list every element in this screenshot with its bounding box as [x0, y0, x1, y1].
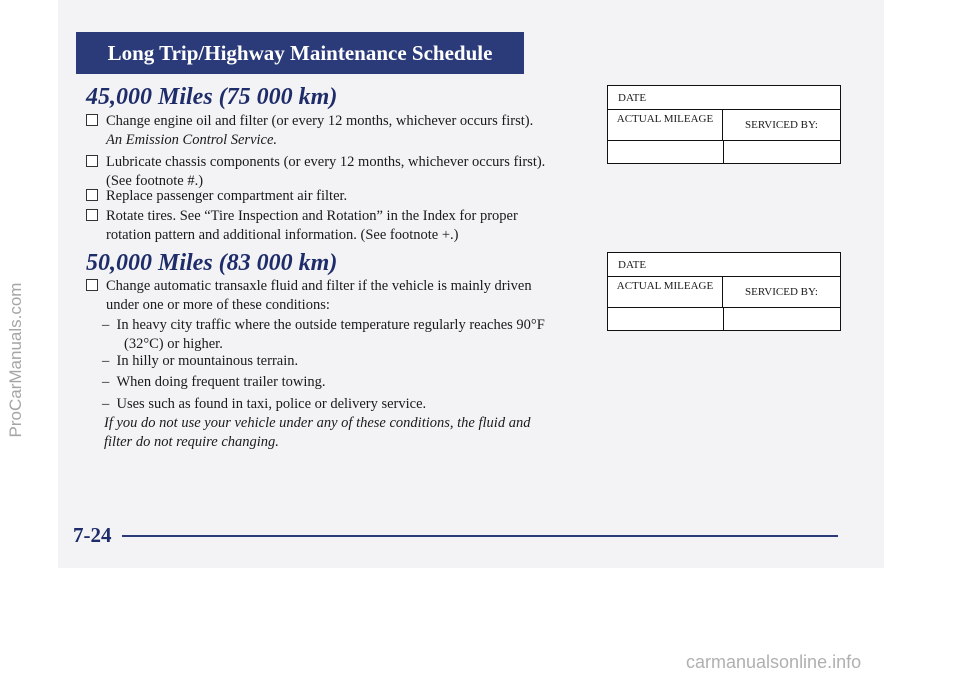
checkbox-icon[interactable] [86, 155, 98, 167]
footnote-note: If you do not use your vehicle under any of these conditions, the fluid and filter do not require changing. [104, 415, 531, 450]
condition-item: – In heavy city traffic where the outside temperature regularly reaches 90°F (32°C) or higher. [102, 317, 545, 352]
checklist-item: Replace passenger compartment air filter. [86, 187, 606, 206]
service-record-50000 [607, 252, 841, 331]
condition-item: – In hilly or mountainous terrain. [102, 353, 299, 369]
checklist-item: Change engine oil and filter (or every 12 months, whichever occurs first). An Emission Control Service. [86, 112, 606, 150]
side-watermark: ProCarManuals.com [6, 282, 25, 438]
section-heading-50000: 50,000 Miles (83 000 km) [86, 250, 338, 276]
section-heading-45000: 45,000 Miles (75 000 km) [86, 84, 338, 110]
serviced-by-label: SERVICED BY: [745, 286, 818, 298]
bottom-watermark: carmanualsonline.info [686, 652, 862, 672]
service-record-45000 [607, 85, 841, 164]
page-title-banner: Long Trip/Highway Maintenance Schedule [76, 32, 524, 74]
checkbox-icon[interactable] [86, 279, 98, 291]
condition-item: – Uses such as found in taxi, police or delivery service. [102, 396, 427, 412]
date-field[interactable]: DATE [608, 86, 840, 110]
checkbox-icon[interactable] [86, 189, 98, 201]
checklist-item: Rotate tires. See “Tire Inspection and Rotation” in the Index for proper rotation pattern and additional information. (See footnote +.) [86, 207, 606, 245]
date-field[interactable]: DATE [608, 253, 840, 277]
serviced-by-label: SERVICED BY: [745, 119, 818, 131]
checkbox-icon[interactable] [86, 209, 98, 221]
checklist-item: Change automatic transaxle fluid and filter if the vehicle is mainly driven under one or more of these conditions: [86, 277, 606, 315]
actual-mileage-label: ACTUAL MILEAGE [608, 110, 723, 140]
actual-mileage-label: ACTUAL MILEAGE [608, 277, 723, 307]
condition-item: – When doing frequent trailer towing. [102, 374, 326, 390]
mileage-field[interactable] [608, 308, 724, 330]
page-number: 7-24 [73, 523, 112, 547]
footer-rule [122, 535, 838, 537]
mileage-field[interactable] [608, 141, 724, 163]
checklist-item: Lubricate chassis components (or every 12 months, whichever occurs first). (See footnote #.) [86, 153, 606, 191]
checkbox-icon[interactable] [86, 114, 98, 126]
